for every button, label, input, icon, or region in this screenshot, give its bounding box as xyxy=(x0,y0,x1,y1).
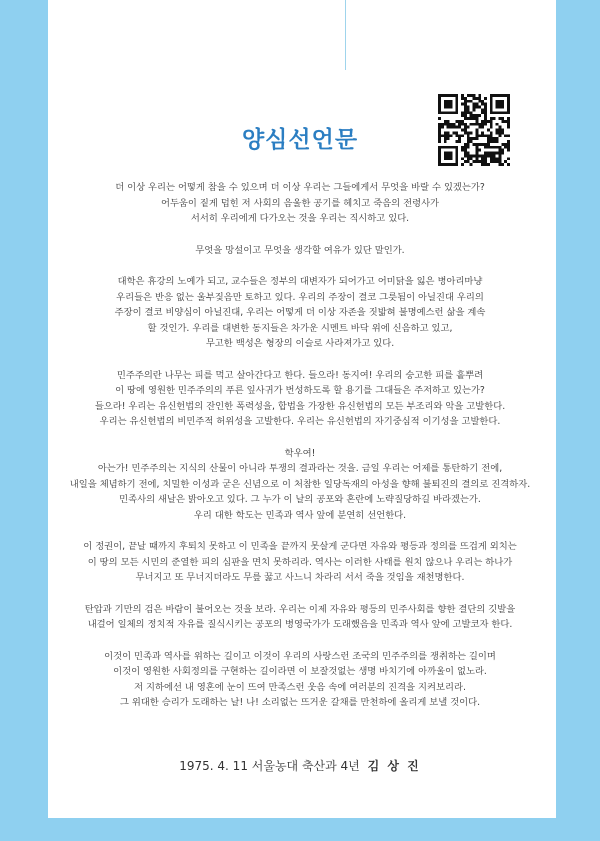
paragraph xyxy=(60,368,540,430)
text-line: 내걸어 일체의 정치적 자유를 질식시키는 공포의 병영국가가 도래했음을 민족과 역사 앞에 고발코자 한다. xyxy=(87,619,513,630)
text-line: 들으라! 우리는 유신헌법의 잔인한 폭력성을, 합법을 가장한 유신헌법의 모든 부조리와 악을 고발한다. xyxy=(94,400,506,412)
text-line: 이 땅에 영원한 민주주의의 푸른 잎사귀가 번성하도록 할 용기를 그대들은 주저하고 있는가? xyxy=(115,385,485,396)
text-line: 이것이 영원한 사회정의를 구현하는 길이라면 이 보잘것없는 생명 바치기에 아까울이 없노라. xyxy=(113,666,487,677)
text-line: 무고한 백성은 형장의 이슬로 사라져가고 있다. xyxy=(205,338,395,349)
text-line: 아는가! 민주주의는 지식의 산물이 아니라 투쟁의 결과라는 것을. 금일 우리는 어제를 통탄하기 전에, xyxy=(97,463,503,474)
page-title: 양심선언문 xyxy=(241,127,359,153)
text-line: 그 위대한 승리가 도래하는 날! 나! 소리없는 뜨거운 갈채를 만천하에 올리게 보낼 것이다. xyxy=(119,697,481,708)
paragraph xyxy=(60,180,540,227)
paragraph xyxy=(60,649,540,711)
text-line: 민주주의란 나무는 피를 먹고 살아간다고 한다. 들으라! 동지여! 우리의 숭고한 피를 흩뿌려 xyxy=(116,369,484,381)
paragraph xyxy=(60,539,540,586)
text-line: 무엇을 망설이고 무엇을 생각할 여유가 있단 말인가. xyxy=(195,244,405,256)
text-line: 우리 대한 학도는 민족과 역사 앞에 분연히 선언한다. xyxy=(193,509,407,521)
text-line: 우리는 유신헌법의 비민주적 허위성을 고발한다. 우리는 유신헌법의 자기중심적 이기성을 고발한다. xyxy=(99,416,501,427)
paragraph xyxy=(60,274,540,352)
text-line: 이 정권이, 끝날 때까지 후퇴치 못하고 이 민족을 끝까지 못살게 군다면 자유와 평등과 정의를 뜨겁게 외치는 xyxy=(83,541,517,552)
text-line: 무너지고 또 무너지더라도 무릎 꿇고 사느니 차라리 서서 죽을 것임을 재천명한다. xyxy=(135,572,465,583)
text-line: 저 지하에선 내 영혼에 눈이 뜨여 만족스런 웃음 속에 여러분의 진격을 지켜보리라. xyxy=(134,681,466,693)
text-line: 더 이상 우리는 어떻게 참을 수 있으며 더 이상 우리는 그들에게서 무엇을 바랄 수 있겠는가? xyxy=(115,182,485,193)
text-line: 어두움이 짙게 덥힌 저 사회의 음울한 공기를 헤치고 죽음의 전령사가 xyxy=(160,197,440,209)
text-line: 이 땅의 모든 시민의 준열한 피의 심판을 면치 못하리라. 역사는 이러한 사태를 원치 않으나 우리는 하나가 xyxy=(87,556,513,568)
text-line: 서서히 우리에게 다가오는 것을 우리는 직시하고 있다. xyxy=(190,213,410,224)
text-line: 학우여! xyxy=(284,447,316,459)
declaration-body xyxy=(60,180,540,727)
text-line: 내일을 체념하기 전에, 치밀한 이성과 굳은 신념으로 이 처참한 일당독재의 아성을 향해 불퇴진의 결의로 진격하자. xyxy=(69,478,531,490)
paragraph xyxy=(60,446,540,524)
divider-line xyxy=(345,0,346,70)
text-line: 대학은 휴강의 노예가 되고, 교수들은 정부의 대변자가 되어가고 어미닭을 잃은 병아리마냥 xyxy=(117,276,483,287)
signature-line xyxy=(0,757,600,774)
paragraph xyxy=(60,243,540,259)
text-line: 민족사의 새날은 밝아오고 있다. 그 누가 이 날의 공포와 혼란에 노략질당하길 바라겠는가. xyxy=(119,494,481,505)
text-line: 주장이 결코 비양심이 아닐진대, 우리는 어떻게 더 이상 자존을 짓밟혀 불명예스런 삶을 계속 xyxy=(114,307,486,318)
text-line: 할 것인가. 우리를 대변한 동지들은 차가운 시멘트 바닥 위에 신음하고 있고, xyxy=(147,322,453,334)
paragraph xyxy=(60,602,540,633)
text-line: 이것이 민족과 역사를 위하는 길이고 이것이 우리의 사랑스런 조국의 민주주의를 쟁취하는 길이며 xyxy=(104,650,496,662)
text-line: 탄압과 기만의 검은 바람이 불어오는 것을 보라. 우리는 이제 자유와 평등의 민주사회를 향한 결단의 깃발을 xyxy=(84,603,516,615)
signature-name: 김 상 진 xyxy=(367,759,421,773)
signature-date-affiliation: 1975. 4. 11 서울농대 축산과 4년 xyxy=(179,759,360,773)
text-line: 우리들은 반응 없는 울부짖음만 토하고 있다. 우리의 주장이 결코 그릇됨이 아닐진대 우리의 xyxy=(116,291,484,303)
